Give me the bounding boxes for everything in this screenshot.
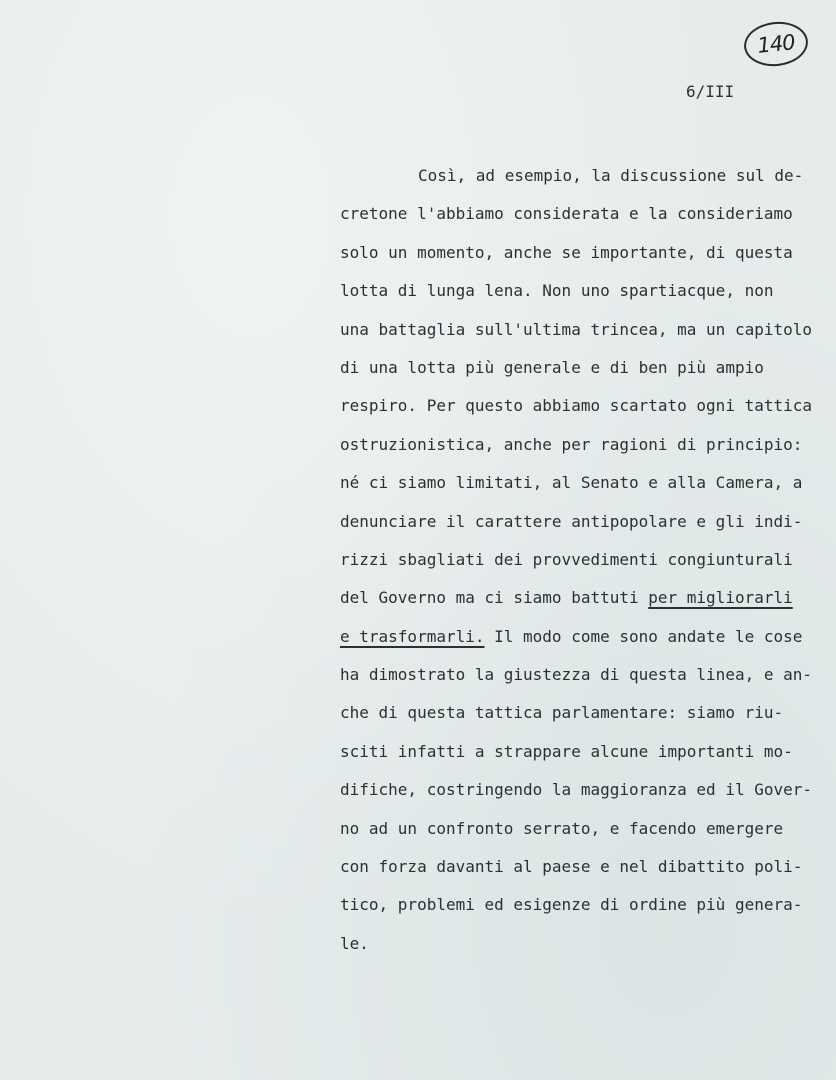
- text-line: rizzi sbagliati dei provvedimenti congiunturali: [340, 549, 793, 569]
- text-segment: del Governo ma ci siamo battuti: [340, 588, 649, 608]
- text-line: solo un momento, anche se importante, di questa: [340, 242, 793, 262]
- text-segment: Il modo come sono andate le cose: [484, 626, 803, 646]
- text-line: sciti infatti a strappare alcune importanti mo-: [340, 741, 793, 761]
- text-line: cretone l'abbiamo considerata e la consideriamo: [340, 204, 793, 224]
- underlined-phrase: e trasformarli.: [340, 626, 485, 646]
- text-line: con forza davanti al paese e nel dibattito poli-: [340, 857, 803, 877]
- text-line: [340, 627, 812, 665]
- text-line: [340, 588, 812, 626]
- text-line: le.: [340, 933, 369, 953]
- text-line: tico, problemi ed esigenze di ordine più genera-: [340, 895, 803, 915]
- sheet-reference: 6/III: [686, 82, 735, 101]
- text-line: ha dimostrato la giustezza di questa linea, e an-: [340, 665, 813, 685]
- text-line: che di questa tattica parlamentare: siamo riu-: [340, 703, 784, 723]
- text-line: ostruzionistica, anche per ragioni di principio:: [340, 434, 803, 454]
- text-line: una battaglia sull'ultima trincea, ma un capitolo: [340, 319, 813, 339]
- text-line: difiche, costringendo la maggioranza ed il Gover-: [340, 780, 813, 800]
- text-line: Così, ad esempio, la discussione sul de-: [418, 166, 804, 185]
- text-line: respiro. Per questo abbiamo scartato ogni tattica: [340, 396, 813, 416]
- text-line: denunciare il carattere antipopolare e gli indi-: [340, 511, 803, 531]
- underlined-phrase: per migliorarli: [648, 588, 793, 608]
- text-line: no ad un confronto serrato, e facendo emergere: [340, 818, 784, 838]
- text-line: di una lotta più generale e di ben più ampio: [340, 357, 764, 377]
- text-line: né ci siamo limitati, al Senato e alla Camera, a: [340, 473, 803, 493]
- typed-paragraph: [340, 166, 812, 972]
- handwritten-page-number: 140: [742, 19, 810, 69]
- text-line: lotta di lunga lena. Non uno spartiacque, non: [340, 281, 774, 301]
